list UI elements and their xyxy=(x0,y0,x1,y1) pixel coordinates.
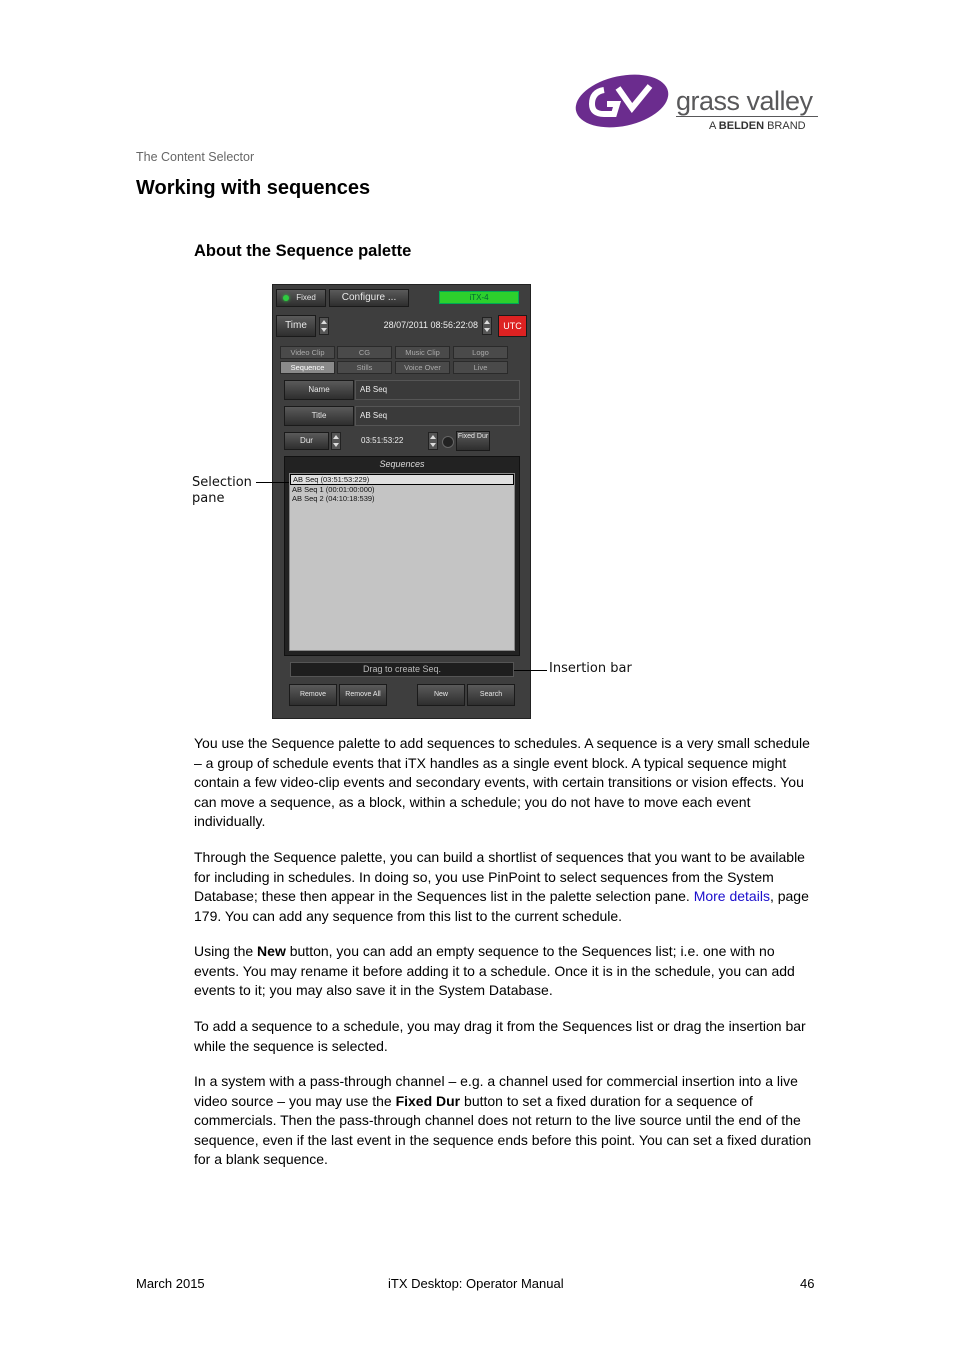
logo-brand: A BELDEN BRAND xyxy=(709,120,806,132)
page-title: Working with sequences xyxy=(136,177,371,199)
grass-valley-logo xyxy=(574,72,679,134)
insertion-bar[interactable]: Drag to create Seq. xyxy=(290,662,514,677)
paragraph-4: To add a sequence to a schedule, you may drag it from the Sequences list or drag the insertion bar while the sequence is selected. xyxy=(194,1018,806,1054)
tab-video-clip[interactable]: Video Clip xyxy=(280,346,335,359)
title-field[interactable]: AB Seq xyxy=(355,406,520,426)
tab-cg[interactable]: CG xyxy=(337,346,392,359)
tab-logo[interactable]: Logo xyxy=(453,346,508,359)
fixed-indicator-icon xyxy=(283,295,289,301)
tab-sequence[interactable]: Sequence xyxy=(280,361,335,374)
dur-spinner[interactable] xyxy=(331,432,341,450)
fixed-button[interactable]: Fixed xyxy=(276,289,326,307)
utc-button[interactable]: UTC xyxy=(498,315,527,337)
selection-pane xyxy=(284,456,520,656)
list-item[interactable]: AB Seq 1 (00:01:00:000) xyxy=(292,485,375,494)
time-spinner[interactable] xyxy=(319,317,329,335)
title-button[interactable]: Title xyxy=(284,406,354,426)
tab-voice-over[interactable]: Voice Over xyxy=(395,361,450,374)
paragraph-1: You use the Sequence palette to add sequences to schedules. A sequence is a very small schedule – a group of schedule events that iTX handles as a single event block. A typical sequence might contain a few video-clip events and secondary events, with certain transitions or vision effects. You can move a sequence, as a block, within a schedule; you do not have to move each event individually. xyxy=(194,735,810,830)
logo-divider xyxy=(676,116,818,117)
time-button[interactable]: Time xyxy=(276,315,316,337)
tab-music-clip[interactable]: Music Clip xyxy=(395,346,450,359)
insertion-bar-callout-line xyxy=(514,670,547,671)
name-button[interactable]: Name xyxy=(284,380,354,400)
tab-stills[interactable]: Stills xyxy=(337,361,392,374)
search-button[interactable]: Search xyxy=(467,684,515,706)
footer-date: March 2015 xyxy=(136,1276,205,1291)
selection-pane-callout-line xyxy=(256,482,289,483)
logo-wordmark: grass valley xyxy=(676,86,813,116)
footer-page-number: 46 xyxy=(800,1276,815,1291)
remove-button[interactable]: Remove xyxy=(289,684,337,706)
section-title: About the Sequence palette xyxy=(194,242,412,260)
channel-indicator: iTX-4 xyxy=(439,291,519,304)
list-item[interactable]: AB Seq (03:51:53:229) xyxy=(290,474,514,485)
time-value-spinner[interactable] xyxy=(482,317,492,335)
sequences-list[interactable] xyxy=(289,473,515,651)
breadcrumb: The Content Selector xyxy=(136,150,255,164)
name-field[interactable]: AB Seq xyxy=(355,380,520,400)
paragraph-3: Using the New button, you can add an empty sequence to the Sequences list; i.e. one with no events. You may rename it before adding it to a schedule. Once it is in the schedule, you can add events to it; you may also save it in the System Database. xyxy=(194,943,795,999)
time-value: 28/07/2011 08:56:22:08 xyxy=(383,320,478,330)
paragraph-2: Through the Sequence palette, you can build a shortlist of sequences that you want to be available for including in schedules. In doing so, you use PinPoint to select sequences from the System Database; these then appear in the Sequences list in the palette selection pane. More details, page 179. You can add any sequence from this list to the current schedule. xyxy=(194,849,809,924)
new-button[interactable]: New xyxy=(417,684,465,706)
selection-pane-callout: Selection pane xyxy=(192,475,252,506)
insertion-bar-callout: Insertion bar xyxy=(549,661,632,676)
configure-button[interactable]: Configure ... xyxy=(329,289,409,307)
dur-value: 03:51:53:22 xyxy=(361,436,404,445)
tab-live[interactable]: Live xyxy=(453,361,508,374)
dur-button[interactable]: Dur xyxy=(284,432,329,450)
paragraph-5: In a system with a pass-through channel – e.g. a channel used for commercial insertion into a live video source – you may use the Fixed Dur button to set a fixed duration for a sequence of commercials. Then the pass-through channel does not return to the live source until the end of the sequence, even if the last event in the sequence ends before this point. You can set a fixed duration for a blank sequence. xyxy=(194,1073,812,1168)
dur-value-spinner[interactable] xyxy=(428,432,438,450)
sequences-header: Sequences xyxy=(379,459,425,469)
remove-all-button[interactable]: Remove All xyxy=(339,684,387,706)
fixed-dur-button[interactable]: Fixed Dur xyxy=(456,431,490,451)
list-item[interactable]: AB Seq 2 (04:10:18:539) xyxy=(292,494,375,503)
footer-title: iTX Desktop: Operator Manual xyxy=(388,1276,564,1291)
more-details-link[interactable]: More details xyxy=(693,888,770,905)
fixed-dur-indicator-icon xyxy=(442,436,454,448)
